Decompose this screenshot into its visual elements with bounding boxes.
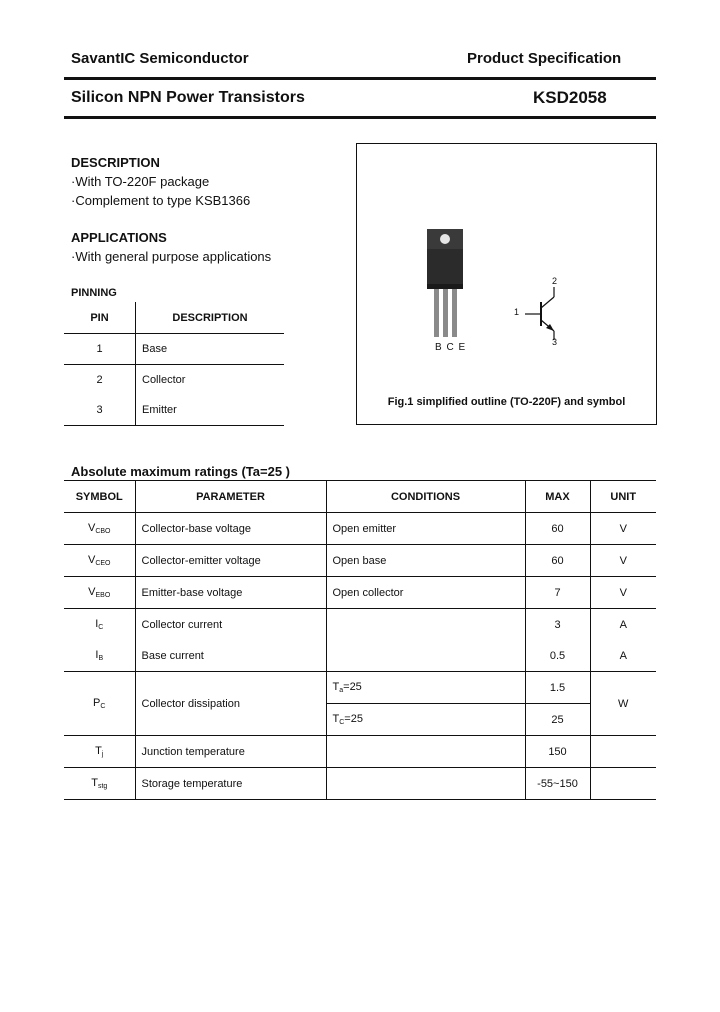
parameter-cell: Collector-base voltage [135, 513, 326, 545]
table-row [64, 609, 656, 641]
lead-b [434, 289, 439, 337]
figure-caption: Fig.1 simplified outline (TO-220F) and symbol [387, 396, 626, 408]
header-rule-top [64, 77, 656, 80]
parameter-cell: Junction temperature [135, 736, 326, 768]
package-base [427, 284, 463, 289]
parameter-cell: Base current [135, 640, 326, 672]
max-cell: 150 [525, 736, 590, 768]
unit-cell: V [590, 577, 656, 609]
conditions-cell: $T_a=25$ [326, 672, 525, 704]
pin-description: Base [136, 334, 285, 365]
pin-header: PIN [64, 302, 136, 334]
conditions-cell [326, 609, 525, 641]
unit-cell: V [590, 545, 656, 577]
max-cell: -55~150 [525, 768, 590, 800]
conditions-cell: Open emitter [326, 513, 525, 545]
max-cell: 25 [525, 704, 590, 736]
table-row [64, 513, 656, 545]
symbol-pin-3: 3 [552, 337, 558, 347]
unit-cell: W [590, 672, 656, 736]
symbol-cell: $V_{EBO}$ [64, 577, 135, 609]
table-row [64, 768, 656, 800]
table-row [64, 365, 284, 396]
parameter-cell: Collector-emitter voltage [135, 545, 326, 577]
symbol-cell: $I_B$ [64, 640, 135, 672]
col-parameter: PARAMETER [135, 481, 326, 513]
table-row [64, 334, 284, 365]
table-header-row [64, 481, 656, 513]
applications-line: ·With general purpose applications [71, 249, 272, 264]
table-row [64, 577, 656, 609]
company-name: SavantIC Semiconductor [71, 50, 249, 67]
symbol-collector [541, 297, 554, 308]
table-row [64, 672, 656, 704]
mounting-hole [440, 234, 450, 244]
col-max: MAX [525, 481, 590, 513]
pin-number: 1 [64, 334, 136, 365]
pin-desc-header: DESCRIPTION [136, 302, 285, 334]
conditions-cell [326, 640, 525, 672]
applications-title: APPLICATIONS [71, 230, 167, 245]
unit-cell: V [590, 513, 656, 545]
package-pin-labels: B C E [435, 342, 467, 353]
parameter-cell: Collector dissipation [135, 672, 326, 736]
conditions-cell: Open collector [326, 577, 525, 609]
table-row [64, 736, 656, 768]
unit-cell: A [590, 640, 656, 672]
max-cell: 0.5 [525, 640, 590, 672]
pin-number: 3 [64, 395, 136, 426]
package-outline-drawing [357, 144, 656, 394]
symbol-cell: $T_j$ [64, 736, 135, 768]
product-line: Silicon NPN Power Transistors [71, 89, 305, 106]
ratings-title: Absolute maximum ratings (Ta=25 ) [71, 464, 291, 479]
table-row [64, 640, 656, 672]
description-line: ·Complement to type KSB1366 [71, 193, 251, 208]
parameter-cell: Collector current [135, 609, 326, 641]
symbol-pin-2: 2 [552, 276, 558, 286]
description-title: DESCRIPTION [71, 155, 160, 170]
pinning-table [64, 302, 284, 426]
part-number: KSD2058 [533, 88, 607, 107]
symbol-cell: $P_C$ [64, 672, 135, 736]
pin-description: Collector [142, 374, 186, 386]
description-line: ·With TO-220F package [71, 174, 210, 189]
symbol-cell: $V_{CBO}$ [64, 513, 135, 545]
lead-e [452, 289, 457, 337]
doc-type: Product Specification [467, 50, 622, 67]
unit-cell [590, 768, 656, 800]
conditions-cell [326, 736, 525, 768]
ratings-table [64, 480, 656, 800]
pin-number: 2 [64, 365, 136, 396]
col-symbol: SYMBOL [64, 481, 135, 513]
symbol-cell: $I_C$ [64, 609, 135, 641]
pinning-title: PINNING [71, 287, 117, 299]
pin-description: Emitter [136, 395, 285, 426]
parameter-cell: Storage temperature [135, 768, 326, 800]
conditions-cell [326, 768, 525, 800]
conditions-cell: $T_C=25$ [326, 704, 525, 736]
col-unit: UNIT [590, 481, 656, 513]
symbol-cell: $V_{CEO}$ [64, 545, 135, 577]
figure-box [356, 143, 657, 425]
unit-cell: A [590, 609, 656, 641]
lead-c [443, 289, 448, 337]
symbol-cell: $T_{stg}$ [64, 768, 135, 800]
max-cell: 60 [525, 513, 590, 545]
conditions-cell: Open base [326, 545, 525, 577]
col-conditions: CONDITIONS [326, 481, 525, 513]
header-rule-bottom [64, 116, 656, 119]
parameter-cell: Emitter-base voltage [135, 577, 326, 609]
table-row [64, 395, 284, 426]
max-cell: 1.5 [525, 672, 590, 704]
symbol-pin-1: 1 [514, 307, 520, 317]
max-cell: 3 [525, 609, 590, 641]
unit-cell [590, 736, 656, 768]
max-cell: 60 [525, 545, 590, 577]
table-row [64, 545, 656, 577]
max-cell: 7 [525, 577, 590, 609]
